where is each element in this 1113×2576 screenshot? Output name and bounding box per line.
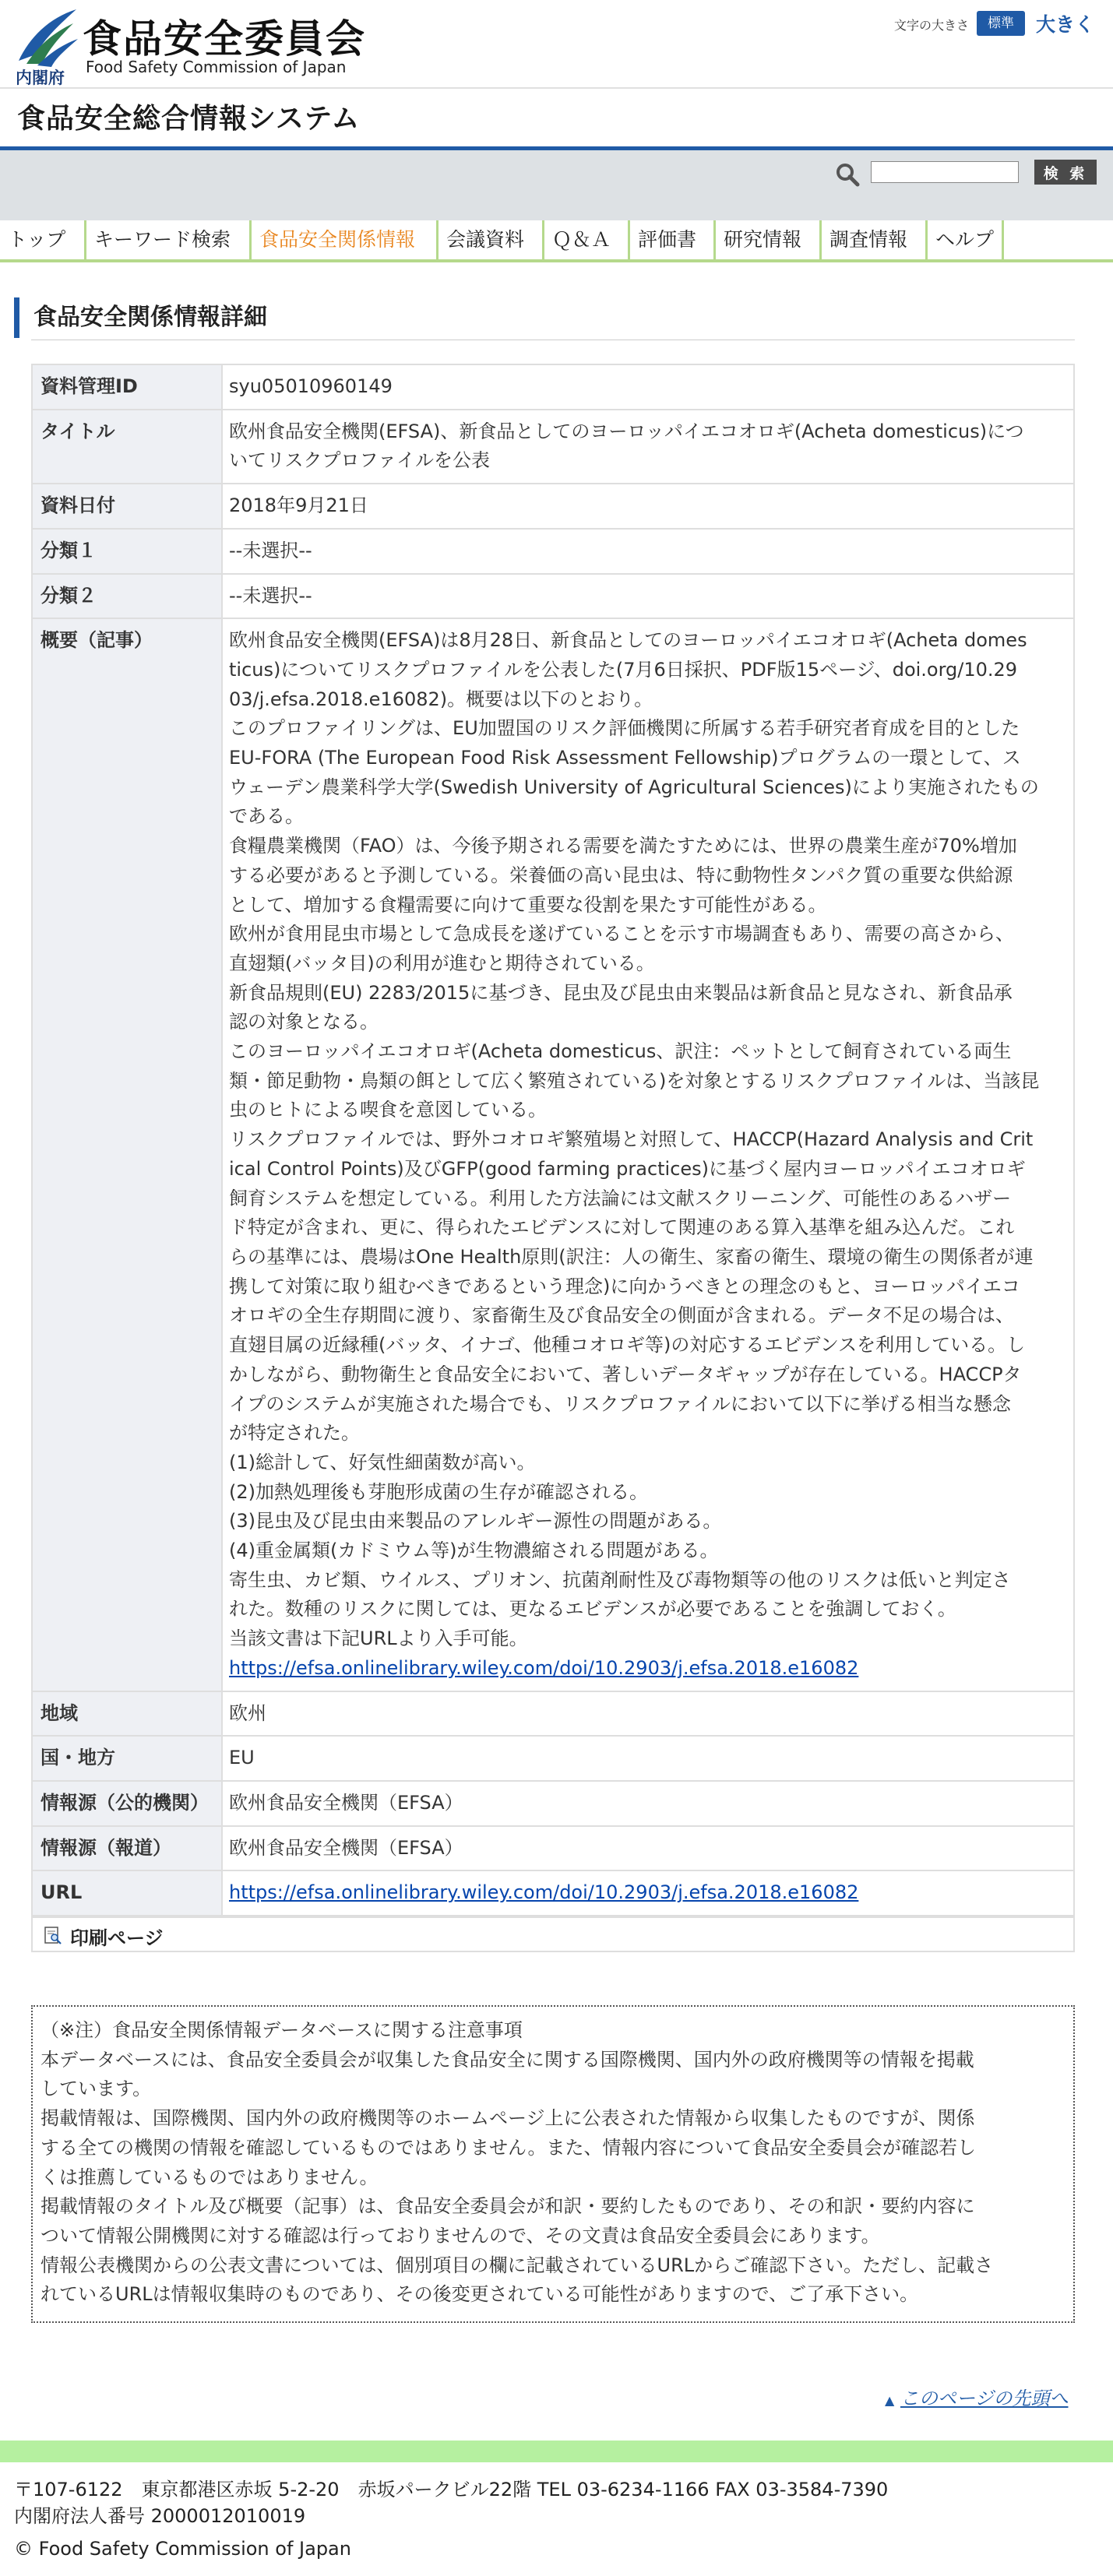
notice-line: ついて情報公開機関に対する確認は行っておりませんので、その文責は食品安全委員会にあります。 [41,2224,880,2247]
summary-line: このプロファイリングは、EU加盟国のリスク評価機関に所属する若手研究者育成を目的とした [229,717,1020,740]
summary-line: (3)昆虫及び昆虫由来製品のアレルギー源性の問題がある。 [229,1510,722,1533]
summary-line: である。 [229,805,304,828]
url-link[interactable]: https://efsa.onlinelibrary.wiley.com/doi/10.2903/j.efsa.2018.e16082 [229,1881,859,1904]
summary-line: ド特定が含まれ、更に、得られたエビデンスに対して関連のある算入基準を組み込んだ。これ [229,1216,1015,1239]
country-value: EU [222,1736,1074,1781]
search-icon [835,162,860,187]
tab-top[interactable]: トップ [8,228,66,251]
row-date [32,484,1074,529]
summary-line: 直翅類(バッタ目)の利用が進むと期待されている。 [229,952,655,974]
source-report-value: 欧州食品安全機関（EFSA） [222,1826,1074,1871]
row-id [32,364,1074,410]
notice-line: 本データベースには、食品安全委員会が収集した食品安全に関する国際機関、国内外の政府機関等の情報を掲載 [41,2048,974,2071]
url-cell [222,1870,1074,1916]
row-country [32,1736,1074,1781]
tab-food-safety-info[interactable]: 食品安全関係情報 [249,220,423,259]
summary-line: (4)重金属類(カドミウム等)が生物濃縮される問題がある。 [229,1540,719,1562]
id-label: 資料管理ID [32,364,222,410]
cabinet-office-label: 内閣府 [16,69,65,87]
logo-mark-icon [14,6,81,73]
site-footer [14,2476,888,2562]
summary-line: 虫のヒトによる喫食を意図している。 [229,1099,547,1121]
summary-line: 新食品規則(EU) 2283/2015に基づき、昆虫及び昆虫由来製品は新食品と見なされ、新食品承 [229,981,1013,1004]
summary-line: (2)加熱処理後も芽胞形成菌の生存が確認される。 [229,1480,648,1503]
tab-meeting-materials[interactable]: 会議資料 [436,220,532,259]
summary-line: かしながら、動物衛生と食品安全において、著しいデータギャップが存在している。HACCPタ [229,1363,1022,1385]
search-button[interactable]: 検 索 [1034,160,1097,185]
source-public-value: 欧州食品安全機関（EFSA） [222,1781,1074,1826]
url-label: URL [32,1870,222,1916]
summary-line: 携して対策に取り組むべきであるという理念)に向かうべきとの理念のもと、ヨーロッパイエコ [229,1275,1020,1297]
footer-address: 〒107-6122 東京都港区赤坂 5-2-20 赤坂パークビル22階 TEL 03-6234-1166 FAX 03-3584-7390 [14,2479,889,2500]
font-size-large-button[interactable]: 大きく [1036,13,1095,36]
date-label: 資料日付 [32,484,222,529]
country-label: 国・地方 [32,1736,222,1781]
system-title: 食品安全総合情報システム [17,103,361,135]
summary-line: 欧州が食用昆虫市場として急成長を遂げていることを示す市場調査もあり、需要の高さから、 [229,923,1014,945]
footer-copyright: © Food Safety Commission of Japan [14,2538,351,2560]
summary-line: 03/j.efsa.2018.e16082)。概要は以下のとおり。 [229,688,653,710]
class2-label: 分類２ [32,574,222,619]
site-logo-link[interactable]: 食品安全委員会 [83,16,366,62]
row-source-public [32,1781,1074,1826]
title-line: いてリスクプロファイルを公表 [229,449,491,472]
tab-assessment-reports[interactable]: 評価書 [628,220,704,259]
source-public-label: 情報源（公的機関） [32,1781,222,1826]
back-to-top-link[interactable]: このページの先頭へ [900,2388,1069,2409]
summary-line: れた。数種のリスクに関しては、更なるエビデンスが必要であることを強調しておく。 [229,1598,956,1621]
summary-line: ticus)についてリスクプロファイルを公表した(7月6日採択、PDF版15ページ、doi.org/10.29 [229,658,1018,681]
class1-label: 分類１ [32,529,222,574]
title-value [222,410,1074,484]
detail-table [31,364,1075,1916]
print-page-label: 印刷ページ [70,1927,164,1949]
class2-value: --未選択-- [222,574,1074,619]
print-page-link[interactable] [31,1916,1075,1952]
tab-keyword-search[interactable]: キーワード検索 [84,220,238,259]
row-url [32,1870,1074,1916]
row-region [32,1691,1074,1737]
class1-value: --未選択-- [222,529,1074,574]
notice-line: 掲載情報は、国際機関、国内外の政府機関等のホームページ上に公表された情報から収集したものですが、関係 [41,2107,975,2130]
footer-corp-number: 内閣府法人番号 2000012010019 [14,2505,306,2527]
main-nav [0,220,1113,261]
site-header [0,0,1113,87]
tab-survey-info[interactable]: 調査情報 [819,220,915,259]
title-line: 欧州食品安全機関(EFSA)、新食品としてのヨーロッパイエコオロギ(Acheta domesticus)につ [229,420,1024,442]
summary-line: このヨーロッパイエコオロギ(Acheta domesticus、訳注：ペットとして飼育されている両生 [229,1040,1012,1063]
notice-line: （※注）食品安全関係情報データベースに関する注意事項 [41,2019,523,2041]
row-class1 [32,529,1074,574]
summary-label: 概要（記事） [32,618,222,1691]
summary-line: ical Control Points)及びGFP(good farming practices)に基づく屋内ヨーロッパイエコオロギ [229,1157,1026,1180]
summary-line: 寄生虫、カビ類、ウイルス、プリオン、抗菌剤耐性及び毒物類等の他のリスクは低いと判定さ [229,1568,1011,1591]
notice-line: 掲載情報のタイトル及び概要（記事）は、食品安全委員会が和訳・要約したものであり、その和訳・要約内容に [41,2195,975,2218]
summary-line: らの基準には、農場はOne Health原則(訳注：人の衛生、家畜の衛生、環境の衛生の関係者が連 [229,1245,1034,1268]
notice-line: くは推薦しているものではありません。 [41,2166,379,2188]
summary-line: 認の対象となる。 [229,1011,379,1033]
site-logo-english: Food Safety Commission of Japan [86,58,347,76]
header-divider [0,87,1113,89]
triangle-up-icon: ▲ [885,2393,895,2408]
tab-qa[interactable]: Ｑ＆Ａ [542,220,618,259]
tab-research-info[interactable]: 研究情報 [713,220,809,259]
tab-help[interactable]: ヘルプ [925,220,1004,259]
summary-line: (1)総計して、好気性細菌数が高い。 [229,1451,536,1473]
font-size-standard-button[interactable]: 標準 [977,11,1025,36]
summary-line: EU-FORA (The European Food Risk Assessment Fellowship)プログラムの一環として、ス [229,747,1021,769]
notice-line: する全ての機関の情報を確認しているものではありません。また、情報内容について食品安全委員会が確認若し [41,2136,976,2159]
summary-line: が特定された。 [229,1422,360,1445]
summary-line: 直翅目属の近縁種(バッタ、イナゴ、他種コオロギ等)の対応するエビデンスを利用している。し [229,1334,1026,1357]
id-value: syu05010960149 [222,364,1074,410]
source-report-label: 情報源（報道） [32,1826,222,1871]
print-preview-icon [44,1926,62,1944]
summary-line: する必要があると予測している。栄養価の高い昆虫は、特に動物性タンパク質の重要な供給源 [229,864,1013,886]
summary-line: 類・節足動物・鳥類の餌として広く繁殖されている)を対象とするリスクプロファイルは、当該昆 [229,1069,1040,1092]
summary-line: 飼育システムを想定している。利用した方法論には文献スクリーニング、可能性のあるハザー [229,1187,1012,1209]
region-label: 地域 [32,1691,222,1737]
summary-line: ウェーデン農業科学大学(Swedish University of Agricultural Sciences)により実施されたもの [229,776,1039,798]
notice-line: しています。 [41,2078,152,2100]
summary-source-link[interactable]: https://efsa.onlinelibrary.wiley.com/doi/10.2903/j.efsa.2018.e16082 [229,1656,859,1679]
row-summary [32,618,1074,1691]
title-label: タイトル [32,410,222,484]
database-notice [31,2005,1075,2323]
nav-underline [0,259,1113,262]
summary-line: として、増加する食糧需要に向けて重要な役割を果たす可能性がある。 [229,893,827,916]
summary-line: オロギの全生存期間に渡り、家畜衛生及び食品安全の側面が含まれる。データ不足の場合は、 [229,1304,1014,1327]
summary-line: 欧州食品安全機関(EFSA)は8月28日、新食品としてのヨーロッパイエコオロギ(Acheta domes [229,629,1027,652]
page-title: 食品安全関係情報詳細 [14,297,267,338]
date-value: 2018年9月21日 [222,484,1074,529]
search-band [0,150,1113,220]
summary-line: イプのシステムが実施された場合でも、リスクプロファイルにおいて以下に挙げる相当な懸念 [229,1392,1011,1415]
summary-line: 当該文書は下記URLより入手可能。 [229,1628,528,1650]
font-size-label: 文字の大きさ [894,18,970,33]
region-value: 欧州 [222,1691,1074,1737]
footer-band [0,2441,1113,2462]
search-input[interactable] [871,161,1019,183]
summary-value [222,618,1074,1691]
notice-line: 情報公表機関からの公表文書については、個別項目の欄に記載されているURLからご確認下さい。ただし、記載さ [41,2254,994,2276]
notice-line: れているURLは情報収集時のものであり、その後変更されている可能性がありますので、ご了承下さい。 [41,2283,919,2306]
summary-line: リスクプロファイルでは、野外コオロギ繁殖場と対照して、HACCP(Hazard Analysis and Crit [229,1128,1034,1151]
row-class2 [32,574,1074,619]
row-source-report [32,1826,1074,1871]
back-to-top [885,2383,1068,2410]
row-title [32,410,1074,484]
summary-line: 食糧農業機関（FAO）は、今後予期される需要を満たすためには、世界の農業生産が70%増加 [229,835,1017,857]
